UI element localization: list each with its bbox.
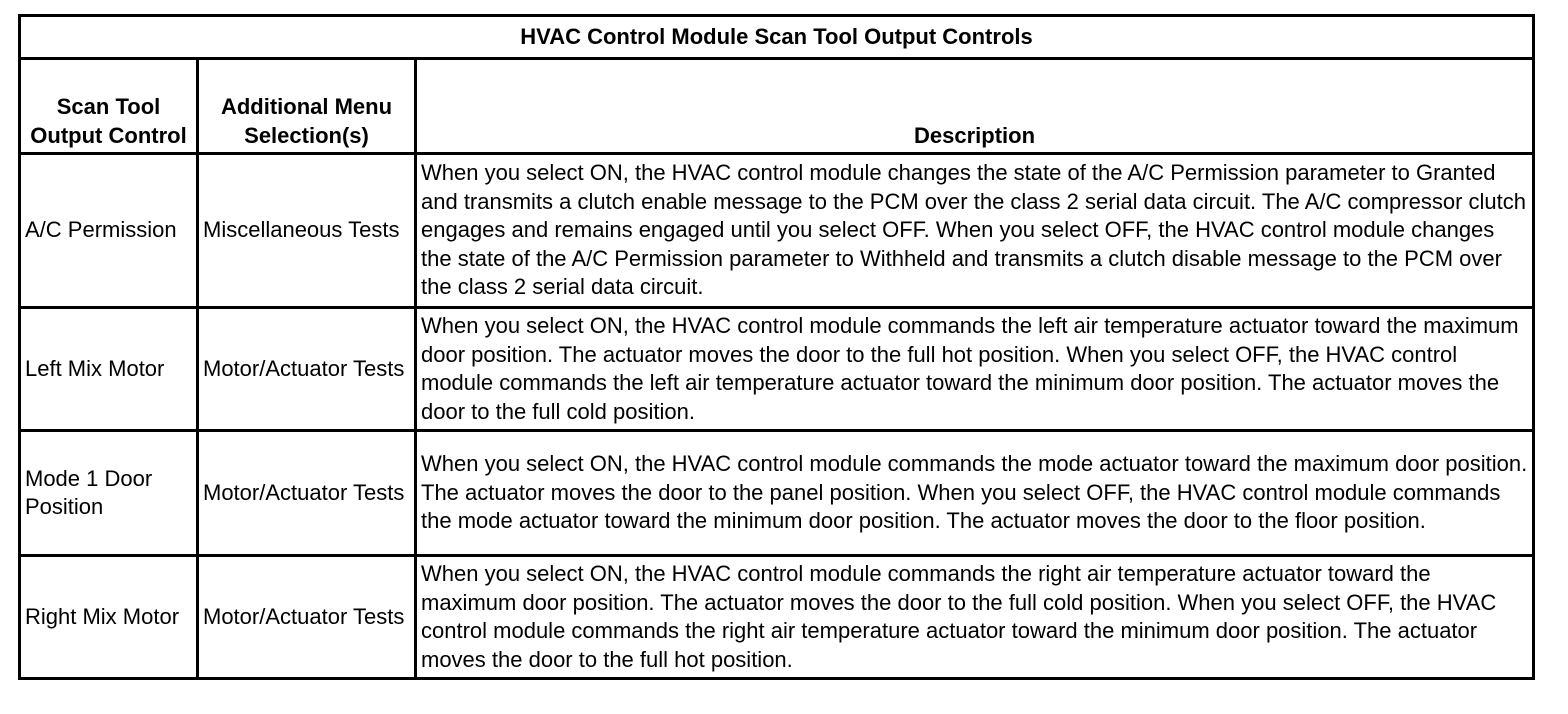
table-row (20, 308, 1534, 431)
control-cell: Right Mix Motor (20, 556, 198, 679)
header-output-control: Scan Tool Output Control (20, 59, 198, 154)
control-cell: Mode 1 Door Position (20, 431, 198, 556)
menu-cell: Motor/Actuator Tests (198, 431, 416, 556)
menu-cell: Miscellaneous Tests (198, 154, 416, 308)
table-title: HVAC Control Module Scan Tool Output Controls (20, 16, 1534, 59)
description-cell: When you select ON, the HVAC control module changes the state of the A/C Permission parameter to Granted and transmits a clutch enable message to the PCM over the class 2 serial data circuit. The A/C compressor clutch engages and remains engaged until you select OFF. When you select OFF, the HVAC control module changes the state of the A/C Permission parameter to Withheld and transmits a clutch disable message to the PCM over the class 2 serial data circuit. (416, 154, 1534, 308)
control-cell: A/C Permission (20, 154, 198, 308)
control-cell: Left Mix Motor (20, 308, 198, 431)
menu-cell: Motor/Actuator Tests (198, 556, 416, 679)
title-row (20, 16, 1534, 59)
header-description: Description (416, 59, 1534, 154)
description-cell: When you select ON, the HVAC control module commands the left air temperature actuator toward the maximum door position. The actuator moves the door to the full hot position. When you select OFF, the HVAC control module commands the left air temperature actuator toward the minimum door position. The actuator moves the door to the full cold position. (416, 308, 1534, 431)
description-cell: When you select ON, the HVAC control module commands the right air temperature actuator toward the maximum door position. The actuator moves the door to the full cold position. When you select OFF, the HVAC control module commands the right air temperature actuator toward the minimum door position. The actuator moves the door to the full hot position. (416, 556, 1534, 679)
description-cell: When you select ON, the HVAC control module commands the mode actuator toward the maximum door position. The actuator moves the door to the panel position. When you select OFF, the HVAC control module commands the mode actuator toward the minimum door position. The actuator moves the door to the floor position. (416, 431, 1534, 556)
table-row (20, 556, 1534, 679)
table-row (20, 431, 1534, 556)
header-menu-selections: Additional Menu Selection(s) (198, 59, 416, 154)
menu-cell: Motor/Actuator Tests (198, 308, 416, 431)
table-row (20, 154, 1534, 308)
header-row (20, 59, 1534, 154)
output-controls-table (18, 14, 1535, 680)
